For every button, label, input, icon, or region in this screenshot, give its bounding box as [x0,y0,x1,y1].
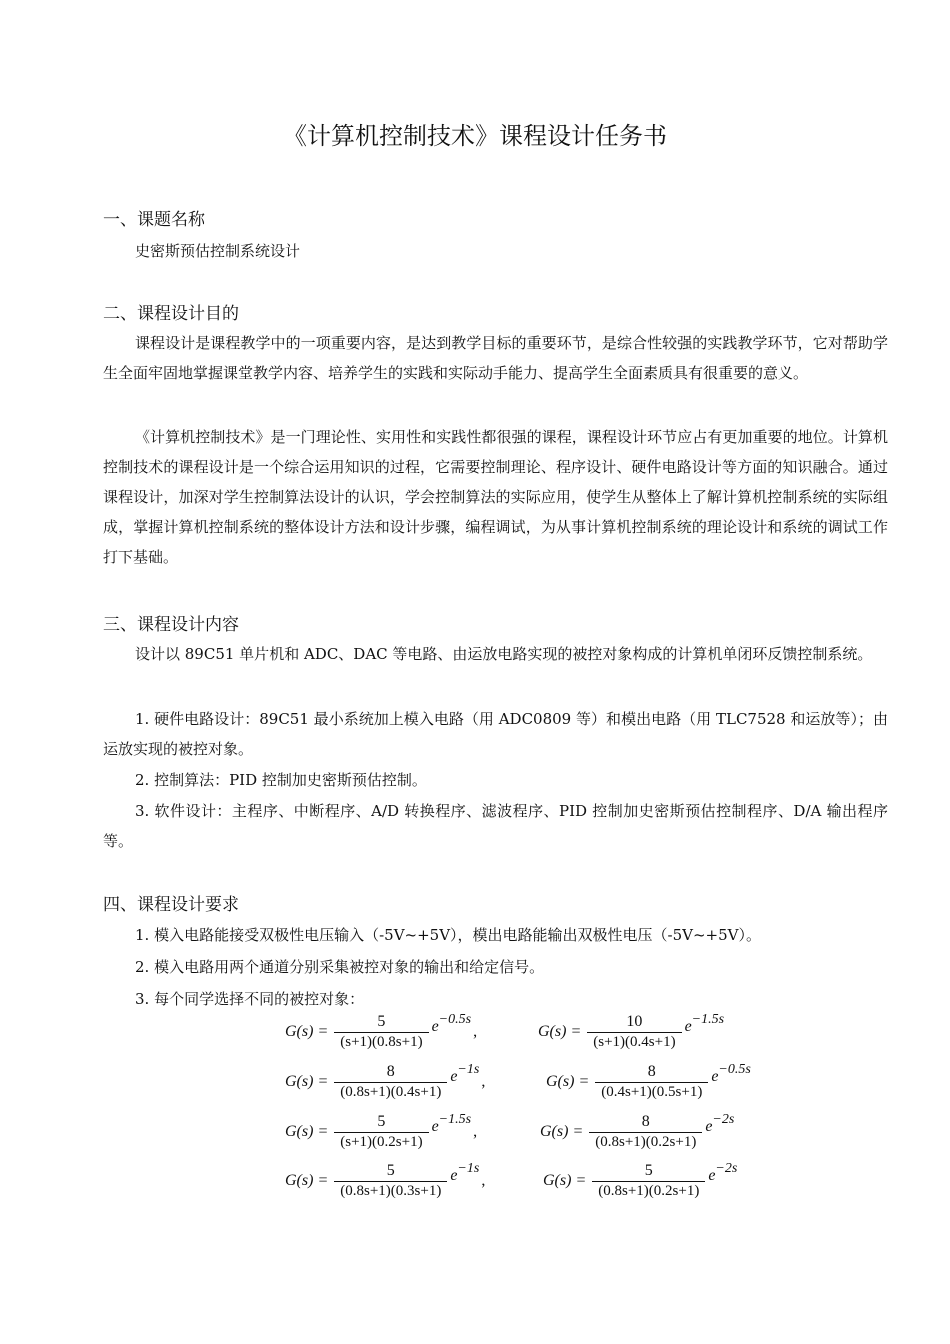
denominator: (0.4s+1)(0.5s+1) [595,1082,708,1101]
formula-lhs: G(s) = [538,1023,582,1040]
denominator: (s+1)(0.8s+1) [334,1032,428,1051]
delay-exponent: −0.5s [718,1062,751,1077]
section2-heading: 二、课程设计目的 [103,304,239,324]
section3-heading: 三、课程设计内容 [103,615,239,635]
delay-exponent: −1s [457,1161,480,1176]
numerator: 5 [386,1162,395,1179]
transfer-function-8 [543,1162,737,1200]
document-title: 《计算机控制技术》课程设计任务书 [283,122,667,150]
delay-exponent: −1.5s [438,1112,472,1127]
denominator: (s+1)(0.4s+1) [587,1032,681,1051]
section4-item-3: 3. 每个同学选择不同的被控对象： [135,990,365,1008]
formula-lhs: G(s) = [285,1073,329,1090]
denominator: (s+1)(0.2s+1) [334,1132,428,1151]
section3-item-3: 3. 软件设计：主程序、中断程序、A/D 转换程序、滤波程序、PID 控制加史密斯预估控制程序、D/A 输出程序等。 [103,802,888,850]
exponential-base: e [431,1118,439,1135]
transfer-function-6 [540,1113,734,1151]
separator: , [481,1073,486,1090]
denominator: (0.8s+1)(0.4s+1) [334,1082,447,1101]
exponential-base: e [431,1018,439,1035]
transfer-function-7 [285,1162,485,1200]
formula-lhs: G(s) = [543,1172,587,1189]
section4-item-1: 1. 模入电路能接受双极性电压输入（-5V~+5V），模出电路能输出双极性电压（-5V~+5V）。 [135,926,761,944]
formula-lhs: G(s) = [540,1123,584,1140]
delay-exponent: −1.5s [691,1012,725,1027]
transfer-function-4 [546,1063,751,1101]
exponential-base: e [450,1068,458,1085]
formula-lhs: G(s) = [285,1172,329,1189]
denominator: (0.8s+1)(0.3s+1) [334,1181,447,1200]
section2-paragraph-1: 课程设计是课程教学中的一项重要内容，是达到教学目标的重要环节，是综合性较强的实践教学环节，它对帮助学生全面牢固地掌握课堂教学内容、培养学生的实践和实际动手能力、提高学生全面素质具有很重要的意义。 [103,334,888,382]
exponential-base: e [708,1167,716,1184]
exponential-base: e [684,1018,692,1035]
exponential-base: e [450,1167,458,1184]
numerator: 5 [644,1162,653,1179]
section1-topic: 史密斯预估控制系统设计 [135,242,301,260]
transfer-function-2 [538,1013,724,1051]
delay-exponent: −1s [457,1062,480,1077]
denominator: (0.8s+1)(0.2s+1) [592,1181,705,1200]
numerator: 8 [641,1113,650,1130]
transfer-function-5 [285,1113,477,1151]
exponential-base: e [711,1068,719,1085]
formula-lhs: G(s) = [546,1073,590,1090]
denominator: (0.8s+1)(0.2s+1) [589,1132,702,1151]
transfer-function-1 [285,1013,477,1051]
numerator: 5 [377,1113,386,1130]
section3-paragraph-1: 设计以 89C51 单片机和 ADC、DAC 等电路、由运放电路实现的被控对象构成的计算机单闭环反馈控制系统。 [135,645,873,663]
section3-item-2: 2. 控制算法：PID 控制加史密斯预估控制。 [135,771,427,789]
delay-exponent: −0.5s [438,1012,472,1027]
delay-exponent: −2s [715,1161,738,1176]
formula-lhs: G(s) = [285,1123,329,1140]
section2-paragraph-2: 《计算机控制技术》是一门理论性、实用性和实践性都很强的课程，课程设计环节应占有更加重要的地位。计算机控制技术的课程设计是一个综合运用知识的过程，它需要控制理论、程序设计、硬件电路设计等方面的知识融合。通过课程设计，加深对学生控制算法设计的认识，学会控制算法的实际应用，使学生从整体上了解计算机控制系统的实际组成，掌握计算机控制系统的整体设计方法和设计步骤，编程调试，为从事计算机控制系统的理论设计和系统的调试工作打下基础。 [103,428,888,566]
numerator: 5 [377,1013,386,1030]
formula-lhs: G(s) = [285,1023,329,1040]
section4-item-2: 2. 模入电路用两个通道分别采集被控对象的输出和给定信号。 [135,958,545,976]
numerator: 10 [626,1013,643,1030]
section3-item-1: 1. 硬件电路设计：89C51 最小系统加上模入电路（用 ADC0809 等）和模出电路（用 TLC7528 和运放等）；由运放实现的被控对象。 [103,710,888,758]
separator: , [473,1023,478,1040]
separator: , [481,1172,486,1189]
exponential-base: e [705,1118,713,1135]
section1-heading: 一、课题名称 [103,210,205,230]
numerator: 8 [386,1063,395,1080]
section4-heading: 四、课程设计要求 [103,895,239,915]
delay-exponent: −2s [712,1112,735,1127]
transfer-function-3 [285,1063,485,1101]
separator: , [473,1123,478,1140]
numerator: 8 [647,1063,656,1080]
